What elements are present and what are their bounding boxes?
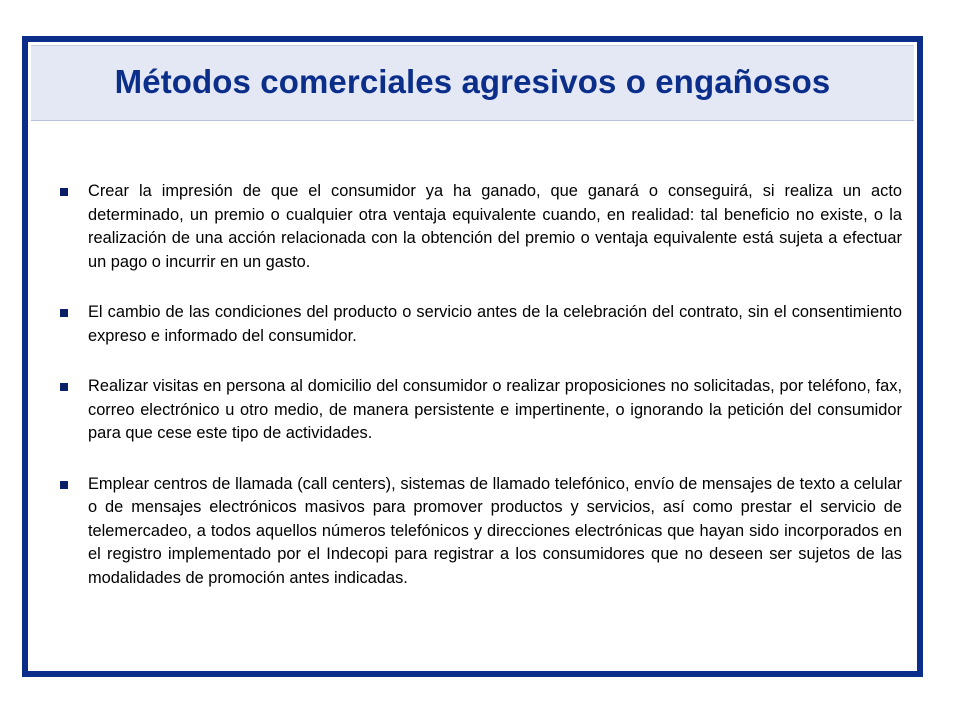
bullet-text: Emplear centros de llamada (call centers), sistemas de llamado telefónico, envío de mensajes de texto a celular o de mensajes electrónicos masivos para promover productos y servicios, así como prestar el servicio de telemercadeo, a todos aquellos números telefónicos y direcciones electrónicas que hayan sido incorporados en el registro implementado por el Indecopi para registrar a los consumidores que no deseen ser sujetos de las modalidades de promoción antes indicadas. <box>88 474 902 587</box>
square-bullet-icon <box>60 481 68 489</box>
list-item <box>58 301 902 348</box>
slide-frame <box>22 36 923 677</box>
square-bullet-icon <box>60 309 68 317</box>
list-item <box>58 180 902 274</box>
bullet-list <box>58 180 902 617</box>
list-item <box>58 473 902 591</box>
bullet-text: El cambio de las condiciones del producto o servicio antes de la celebración del contrato, sin el consentimiento expreso e informado del consumidor. <box>88 303 902 345</box>
list-item <box>58 375 902 446</box>
bullet-text: Realizar visitas en persona al domicilio del consumidor o realizar proposiciones no solicitadas, por teléfono, fax, correo electrónico u otro medio, de manera persistente e impertinente, o ignorando la petición del consumidor para que cese este tipo de actividades. <box>88 377 902 442</box>
square-bullet-icon <box>60 383 68 391</box>
bullet-text: Crear la impresión de que el consumidor ya ha ganado, que ganará o conseguirá, si realiza un acto determinado, un premio o cualquier otra ventaja equivalente cuando, en realidad: tal beneficio no existe, o la realización de una acción relacionada con la obtención del premio o ventaja equivalente está sujeta a efectuar un pago o incurrir en un gasto. <box>88 182 902 271</box>
slide-title: Métodos comerciales agresivos o engañosos <box>114 63 831 100</box>
square-bullet-icon <box>60 188 68 196</box>
title-band <box>31 45 914 121</box>
